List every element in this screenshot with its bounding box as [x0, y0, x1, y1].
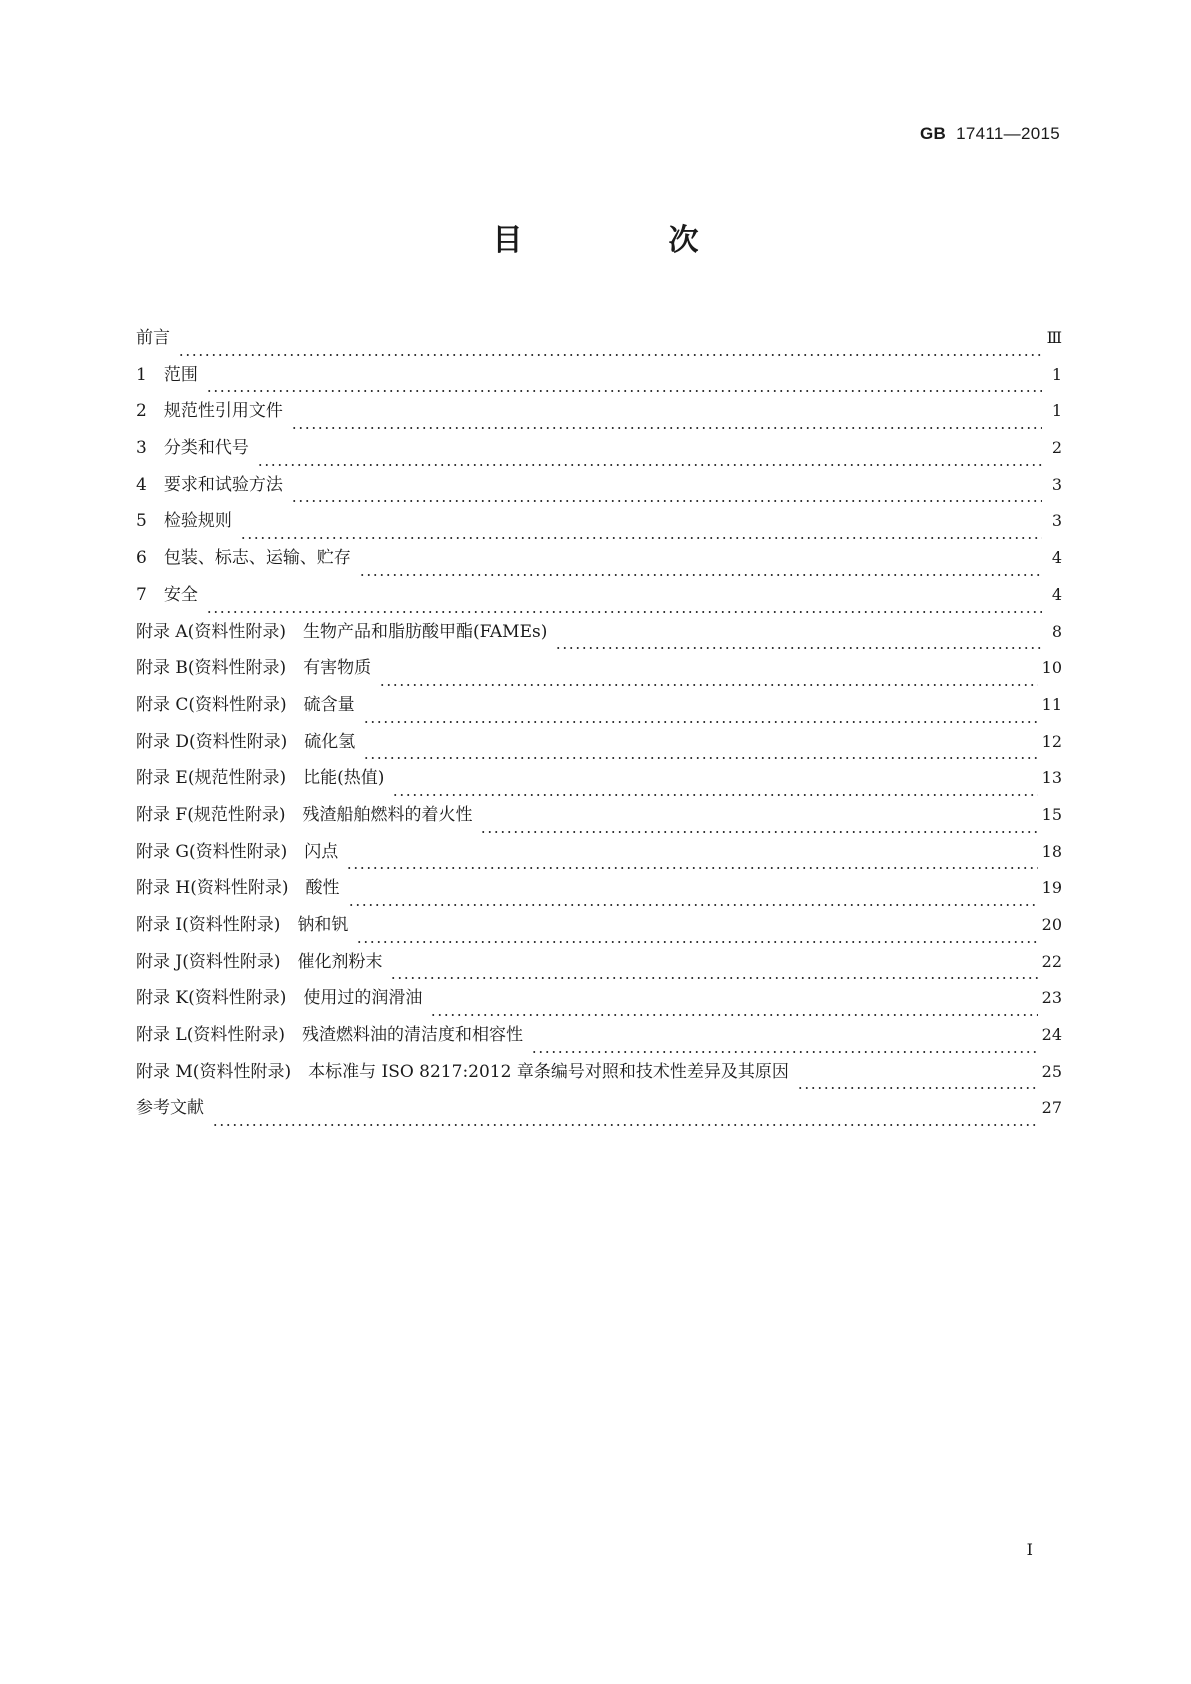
toc-entry-page: 4	[1051, 584, 1062, 604]
toc-entry[interactable]	[136, 328, 1062, 365]
toc-dot-leader	[363, 757, 1037, 759]
toc-dot-leader	[359, 574, 1042, 576]
toc-dot-leader	[348, 904, 1038, 906]
toc-entry-label: 7 安全	[136, 584, 198, 605]
toc-entry-page: 11	[1041, 694, 1062, 714]
toc-entry-label: 4 要求和试验方法	[136, 474, 283, 495]
toc-entry-page: 25	[1041, 1061, 1062, 1081]
toc-entry-page: 27	[1041, 1098, 1062, 1118]
toc-entry[interactable]	[136, 805, 1062, 842]
toc-entry[interactable]	[136, 475, 1062, 512]
toc-entry-label: 附录 J(资料性附录) 催化剂粉末	[136, 951, 383, 972]
toc-entry-label: 附录 M(资料性附录) 本标准与 ISO 8217:2012 章条编号对照和技术性差异及其原因	[136, 1061, 789, 1082]
toc-entry[interactable]	[136, 1062, 1062, 1099]
toc-entry-page: 23	[1041, 988, 1062, 1008]
toc-entry-page: 22	[1041, 951, 1062, 971]
toc-entry-label: 1 范围	[136, 364, 198, 385]
toc-dot-leader	[480, 831, 1037, 833]
toc-dot-leader	[356, 941, 1037, 943]
toc-entry[interactable]	[136, 401, 1062, 438]
toc-entry-label: 附录 H(资料性附录) 酸性	[136, 878, 340, 899]
toc-dot-leader	[379, 684, 1037, 686]
toc-entry-label: 附录 A(资料性附录) 生物产品和脂肪酸甲酯(FAMEs)	[136, 621, 548, 642]
toc-dot-leader	[363, 721, 1038, 723]
toc-dot-leader	[206, 390, 1042, 392]
page-number: I	[1026, 1540, 1033, 1559]
page-title: 目 次	[492, 223, 757, 258]
toc-entry-page: 24	[1041, 1025, 1062, 1045]
toc-dot-leader	[240, 537, 1042, 539]
toc-entry-page: 8	[1051, 621, 1062, 641]
toc-entry-page: 1	[1051, 364, 1062, 384]
toc-entry-label: 附录 E(规范性附录) 比能(热值)	[136, 768, 385, 789]
toc-entry-label: 6 包装、标志、运输、贮存	[136, 548, 351, 569]
toc-entry-page: 18	[1041, 841, 1062, 861]
toc-entry-page: 1	[1051, 401, 1062, 421]
toc-entry[interactable]	[136, 622, 1062, 659]
toc-entry-label: 2 规范性引用文件	[136, 401, 283, 422]
table-of-contents	[136, 328, 1062, 1135]
toc-entry-label: 附录 F(规范性附录) 残渣船舶燃料的着火性	[136, 804, 473, 825]
toc-entry[interactable]	[136, 952, 1062, 989]
toc-entry-label: 附录 D(资料性附录) 硫化氢	[136, 731, 356, 752]
toc-dot-leader	[430, 1014, 1037, 1016]
toc-entry[interactable]	[136, 548, 1062, 585]
toc-dot-leader	[390, 977, 1037, 979]
toc-entry-page: 4	[1051, 548, 1062, 568]
toc-entry[interactable]	[136, 365, 1062, 402]
toc-entry[interactable]	[136, 1098, 1062, 1135]
toc-entry-label: 附录 G(资料性附录) 闪点	[136, 841, 339, 862]
toc-dot-leader	[212, 1124, 1038, 1126]
toc-entry-label: 3 分类和代号	[136, 438, 249, 459]
standard-code-prefix: GB	[920, 124, 947, 143]
toc-entry-page: 10	[1041, 658, 1062, 678]
toc-entry[interactable]	[136, 768, 1062, 805]
toc-entry[interactable]	[136, 878, 1062, 915]
toc-entry-page: 15	[1041, 804, 1062, 824]
toc-entry[interactable]	[136, 658, 1062, 695]
toc-entry-page: 20	[1041, 915, 1062, 934]
toc-entry-page: 12	[1041, 731, 1062, 751]
toc-entry-page: 2	[1051, 438, 1062, 458]
standard-code	[920, 124, 1060, 144]
toc-entry-label: 5 检验规则	[136, 511, 232, 532]
toc-entry-label: 参考文献	[136, 1098, 204, 1119]
toc-entry-label: 附录 C(资料性附录) 硫含量	[136, 694, 355, 715]
toc-dot-leader	[797, 1087, 1038, 1089]
toc-entry-label: 附录 K(资料性附录) 使用过的润滑油	[136, 988, 423, 1009]
standard-code-number: 17411—2015	[956, 124, 1060, 143]
toc-dot-leader	[346, 867, 1037, 869]
toc-entry[interactable]	[136, 585, 1062, 622]
toc-entry[interactable]	[136, 842, 1062, 879]
toc-entry[interactable]	[136, 438, 1062, 475]
toc-entry[interactable]	[136, 732, 1062, 769]
toc-entry[interactable]	[136, 988, 1062, 1025]
toc-entry-label: 附录 B(资料性附录) 有害物质	[136, 658, 372, 679]
toc-entry-page: Ⅲ	[1046, 328, 1062, 347]
toc-entry[interactable]	[136, 695, 1062, 732]
toc-dot-leader	[178, 354, 1042, 356]
toc-entry-label: 附录 I(资料性附录) 钠和钒	[136, 915, 349, 935]
toc-entry[interactable]	[136, 1025, 1062, 1062]
toc-dot-leader	[206, 611, 1042, 613]
toc-dot-leader	[531, 1051, 1038, 1053]
toc-dot-leader	[291, 427, 1042, 429]
toc-entry[interactable]	[136, 511, 1062, 548]
toc-dot-leader	[291, 500, 1042, 502]
toc-entry-page: 19	[1041, 878, 1062, 898]
toc-dot-leader	[555, 647, 1042, 649]
toc-entry-label: 附录 L(资料性附录) 残渣燃料油的清洁度和相容性	[136, 1025, 523, 1046]
toc-entry-page: 13	[1041, 768, 1062, 788]
toc-entry-label: 前言	[136, 328, 170, 348]
toc-entry[interactable]	[136, 915, 1062, 952]
toc-dot-leader	[257, 464, 1042, 466]
toc-dot-leader	[392, 794, 1037, 796]
toc-entry-page: 3	[1051, 511, 1062, 531]
toc-entry-page: 3	[1051, 474, 1062, 494]
